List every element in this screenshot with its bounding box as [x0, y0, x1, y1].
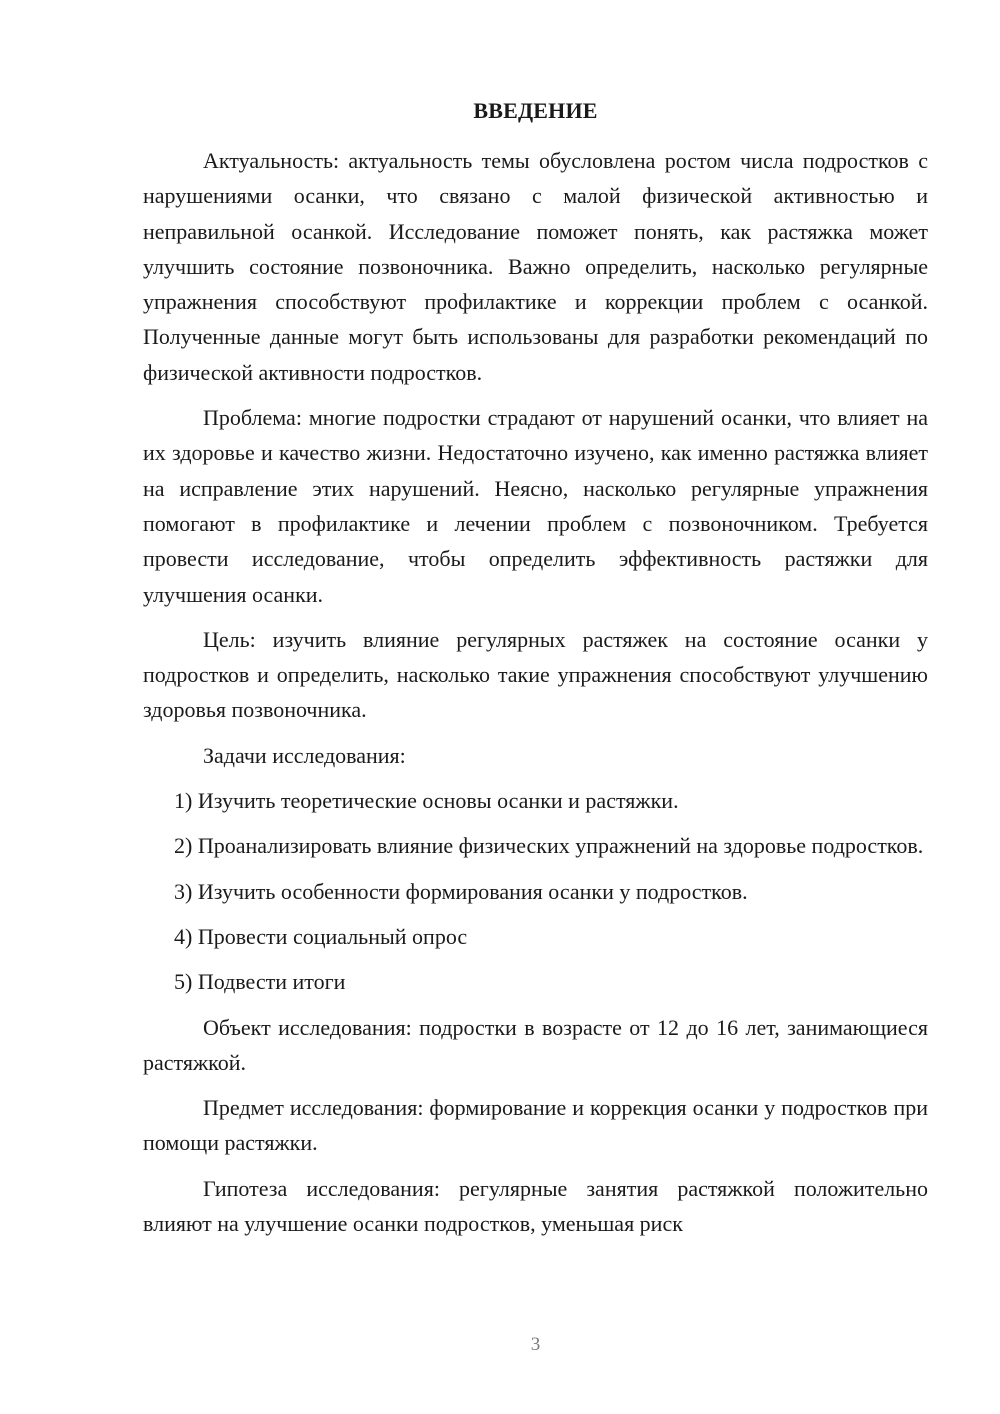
list-item-task-5: 5) Подвести итоги [174, 969, 346, 995]
list-item-task-3: 3) Изучить особенности формирования осанки у подростков. [174, 878, 748, 904]
paragraph-problem: Проблема: многие подростки страдают от нарушений осанки, что влияет на их здоровье и качество жизни. Недостаточно изучено, как именно растяжка влияет на исправление этих нарушений. Неясно, насколько регулярные упражнения помогают в профилактике и лечении проблем с позвоночником. Требуется провести исследование, чтобы определить эффективность растяжки для улучшения осанки. [143, 405, 928, 607]
paragraph-object: Объект исследования: подростки в возрасте от 12 до 16 лет, занимающиеся растяжкой. [143, 1014, 928, 1075]
paragraph-goal: Цель: изучить влияние регулярных растяжек на состояние осанки у подростков и определить, насколько такие упражнения способствуют улучшению здоровья позвоночника. [143, 626, 928, 723]
list-item-task-2: 2) Проанализировать влияние физических упражнений на здоровье подростков. [174, 833, 924, 859]
paragraph-subject: Предмет исследования: формирование и коррекция осанки у подростков при помощи растяжки. [143, 1095, 928, 1156]
paragraph-hypothesis: Гипотеза исследования: регулярные занятия растяжкой положительно влияют на улучшение осанки подростков, уменьшая риск [143, 1175, 928, 1237]
paragraph-tasks-heading: Задачи исследования: [203, 742, 406, 768]
paragraph-relevance: Актуальность: актуальность темы обусловлена ростом числа подростков с нарушениями осанки, что связано с малой физической активностью и неправильной осанкой. Исследование поможет понять, как растяжка может улучшить состояние позвоночника. Важно определить, насколько регулярные упражнения способствуют профилактике и коррекции проблем с осанкой. Полученные данные могут быть использованы для разработки рекомендаций по физической активности подростков. [143, 148, 928, 385]
document-body [143, 143, 928, 1251]
page-number: 3 [530, 1334, 541, 1355]
list-item-task-4: 4) Провести социальный опрос [174, 923, 468, 949]
section-title: ВВЕДЕНИЕ [473, 98, 598, 123]
document-page [143, 0, 928, 1414]
list-item-task-1: 1) Изучить теоретические основы осанки и растяжки. [174, 788, 679, 814]
